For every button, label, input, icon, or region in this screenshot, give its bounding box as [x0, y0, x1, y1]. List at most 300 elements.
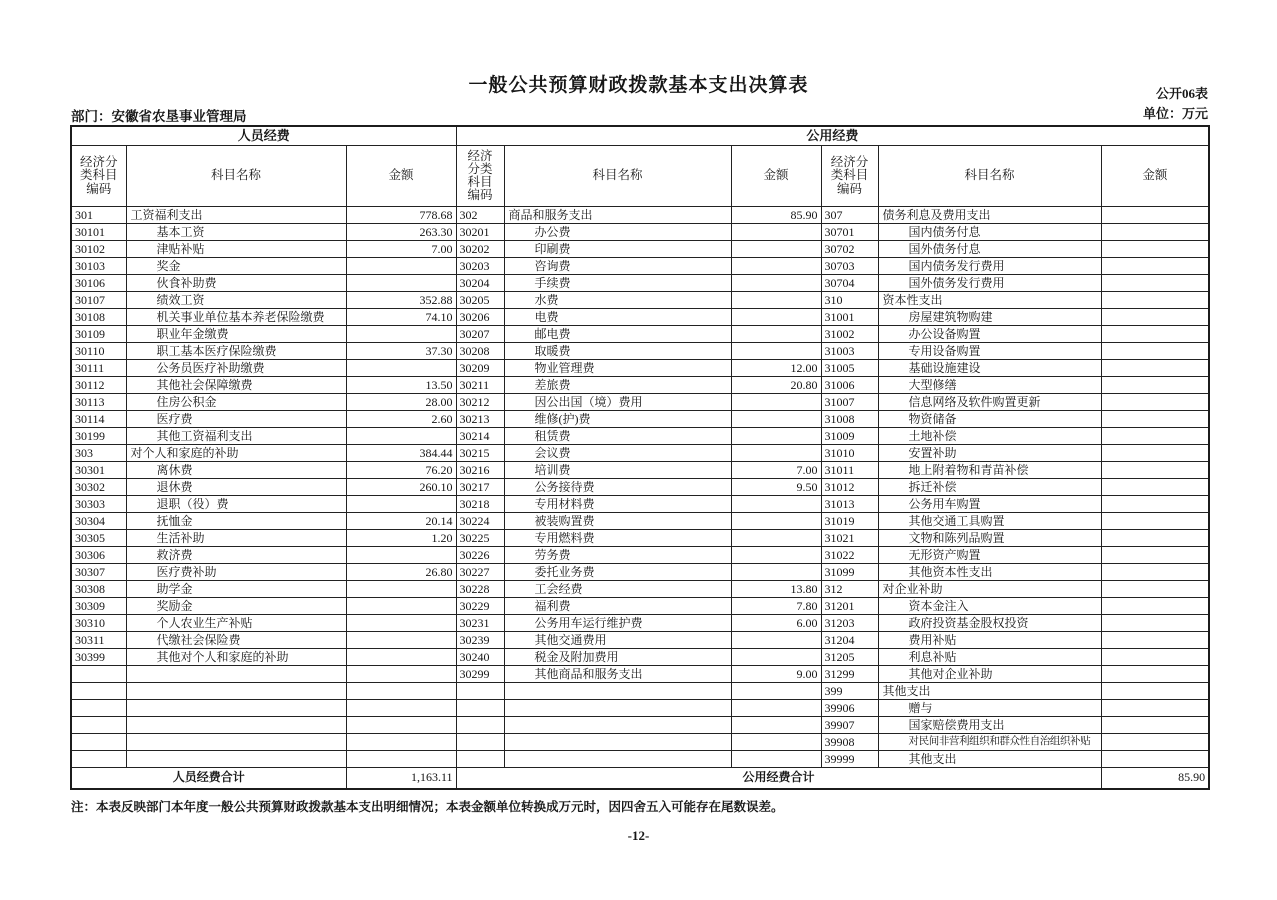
amount-cell [731, 717, 821, 734]
amount-cell [346, 275, 456, 292]
subject-name-cell: 会议费 [504, 445, 731, 462]
amount-cell [1101, 547, 1209, 564]
code-cell: 30229 [456, 598, 504, 615]
amount-cell [731, 343, 821, 360]
code-cell: 302 [456, 207, 504, 224]
amount-cell [346, 649, 456, 666]
subject-name-cell: 国家赔偿费用支出 [878, 717, 1101, 734]
subject-name-cell: 债务利息及费用支出 [878, 207, 1101, 224]
table-row [71, 309, 1209, 326]
code-cell: 307 [821, 207, 878, 224]
table-row [71, 751, 1209, 768]
subject-name-cell: 商品和服务支出 [504, 207, 731, 224]
unit-label: 单位：万元 [1142, 106, 1208, 121]
amount-cell [1101, 377, 1209, 394]
subject-name-cell: 其他工资福利支出 [126, 428, 346, 445]
subject-name-cell: 信息网络及软件购置更新 [878, 394, 1101, 411]
amount-cell: 74.10 [346, 309, 456, 326]
subject-name-cell: 代缴社会保险费 [126, 632, 346, 649]
amount-cell: 12.00 [731, 360, 821, 377]
subject-name-cell: 医疗费补助 [126, 564, 346, 581]
code-cell: 30303 [71, 496, 126, 513]
amount-cell [731, 394, 821, 411]
subject-name-cell: 退休费 [126, 479, 346, 496]
subject-name-cell: 公务用车购置 [878, 496, 1101, 513]
totals-row [71, 768, 1209, 789]
subject-name-cell: 职工基本医疗保险缴费 [126, 343, 346, 360]
amount-cell [731, 445, 821, 462]
subject-name-cell: 劳务费 [504, 547, 731, 564]
amount-cell [731, 309, 821, 326]
code-cell: 30202 [456, 241, 504, 258]
amount-cell [346, 751, 456, 768]
subject-name-cell: 对个人和家庭的补助 [126, 445, 346, 462]
subject-name-cell: 福利费 [504, 598, 731, 615]
subject-name-cell: 国内债务发行费用 [878, 258, 1101, 275]
subject-name-cell: 委托业务费 [504, 564, 731, 581]
col-header-name-3: 科目名称 [878, 146, 1101, 207]
code-cell: 31008 [821, 411, 878, 428]
table-row [71, 343, 1209, 360]
code-cell: 30113 [71, 394, 126, 411]
code-cell: 30299 [456, 666, 504, 683]
section-public-funds: 公用经费 [456, 126, 1209, 146]
subject-name-cell: 其他对企业补助 [878, 666, 1101, 683]
amount-cell [1101, 360, 1209, 377]
code-cell: 30212 [456, 394, 504, 411]
subject-name-cell: 物资储备 [878, 411, 1101, 428]
subject-name-cell: 物业管理费 [504, 360, 731, 377]
code-cell: 30239 [456, 632, 504, 649]
code-cell: 31013 [821, 496, 878, 513]
amount-cell [346, 428, 456, 445]
table-row [71, 207, 1209, 224]
col-header-code-2: 经济分类科目编码 [456, 146, 504, 207]
subject-name-cell: 印刷费 [504, 241, 731, 258]
table-row [71, 564, 1209, 581]
table-row [71, 445, 1209, 462]
amount-cell: 384.44 [346, 445, 456, 462]
amount-cell [1101, 598, 1209, 615]
amount-cell: 7.00 [731, 462, 821, 479]
amount-cell [1101, 207, 1209, 224]
code-cell: 30102 [71, 241, 126, 258]
code-cell: 30310 [71, 615, 126, 632]
table-row [71, 615, 1209, 632]
subject-name-cell: 电费 [504, 309, 731, 326]
code-cell [456, 700, 504, 717]
table-row [71, 496, 1209, 513]
amount-cell [346, 700, 456, 717]
amount-cell [1101, 649, 1209, 666]
amount-cell [1101, 496, 1209, 513]
subject-name-cell: 住房公积金 [126, 394, 346, 411]
amount-cell [731, 258, 821, 275]
form-code-label: 公开06表 [1155, 86, 1208, 101]
code-cell: 30308 [71, 581, 126, 598]
amount-cell [346, 598, 456, 615]
amount-cell [731, 751, 821, 768]
subject-name-cell: 机关事业单位基本养老保险缴费 [126, 309, 346, 326]
code-cell: 301 [71, 207, 126, 224]
code-cell: 30209 [456, 360, 504, 377]
amount-cell [731, 241, 821, 258]
subject-name-cell: 专用燃料费 [504, 530, 731, 547]
code-cell: 30305 [71, 530, 126, 547]
amount-cell [731, 564, 821, 581]
code-cell: 31022 [821, 547, 878, 564]
code-cell: 30701 [821, 224, 878, 241]
subject-name-cell: 基本工资 [126, 224, 346, 241]
amount-cell [1101, 717, 1209, 734]
subject-name-cell: 差旅费 [504, 377, 731, 394]
amount-cell [1101, 411, 1209, 428]
amount-cell [346, 717, 456, 734]
amount-cell [346, 615, 456, 632]
table-row [71, 530, 1209, 547]
code-cell: 30399 [71, 649, 126, 666]
code-cell [71, 700, 126, 717]
subject-name-cell [126, 700, 346, 717]
table-row [71, 241, 1209, 258]
amount-cell [731, 649, 821, 666]
column-header-row [71, 146, 1209, 207]
code-cell: 30110 [71, 343, 126, 360]
table-row [71, 224, 1209, 241]
amount-cell [731, 224, 821, 241]
code-cell: 30703 [821, 258, 878, 275]
amount-cell [1101, 394, 1209, 411]
code-cell: 30704 [821, 275, 878, 292]
section-header-row [71, 126, 1209, 146]
amount-cell [1101, 632, 1209, 649]
code-cell: 31012 [821, 479, 878, 496]
subject-name-cell: 其他社会保障缴费 [126, 377, 346, 394]
subject-name-cell [504, 734, 731, 751]
code-cell: 30205 [456, 292, 504, 309]
subject-name-cell: 其他支出 [878, 683, 1101, 700]
amount-cell [1101, 581, 1209, 598]
subject-name-cell: 职业年金缴费 [126, 326, 346, 343]
col-header-code-3: 经济分类科目编码 [821, 146, 878, 207]
subject-name-cell [126, 717, 346, 734]
amount-cell [346, 581, 456, 598]
table-row [71, 258, 1209, 275]
code-cell: 30112 [71, 377, 126, 394]
subject-name-cell: 津贴补贴 [126, 241, 346, 258]
subject-name-cell: 咨询费 [504, 258, 731, 275]
amount-cell [731, 530, 821, 547]
amount-cell: 7.80 [731, 598, 821, 615]
subject-name-cell: 其他对个人和家庭的补助 [126, 649, 346, 666]
code-cell: 31011 [821, 462, 878, 479]
amount-cell [1101, 700, 1209, 717]
subject-name-cell: 因公出国（境）费用 [504, 394, 731, 411]
code-cell: 30107 [71, 292, 126, 309]
footnote: 注：本表反映部门本年度一般公共预算财政拨款基本支出明细情况；本表金额单位转换成万元时，因四舍五入可能存在尾数误差。 [71, 800, 784, 814]
subject-name-cell: 水费 [504, 292, 731, 309]
amount-cell: 778.68 [346, 207, 456, 224]
page-number: -12- [627, 828, 650, 843]
code-cell: 30301 [71, 462, 126, 479]
table-body [71, 207, 1209, 768]
subject-name-cell: 地上附着物和青苗补偿 [878, 462, 1101, 479]
code-cell: 30307 [71, 564, 126, 581]
table-row [71, 411, 1209, 428]
amount-cell: 20.14 [346, 513, 456, 530]
subject-name-cell: 安置补助 [878, 445, 1101, 462]
subject-name-cell: 房屋建筑物购建 [878, 309, 1101, 326]
code-cell: 30218 [456, 496, 504, 513]
code-cell [456, 751, 504, 768]
amount-cell [1101, 275, 1209, 292]
subject-name-cell: 生活补助 [126, 530, 346, 547]
amount-cell: 13.80 [731, 581, 821, 598]
code-cell [456, 717, 504, 734]
code-cell: 39999 [821, 751, 878, 768]
amount-cell [731, 292, 821, 309]
amount-cell: 37.30 [346, 343, 456, 360]
amount-cell: 6.00 [731, 615, 821, 632]
subject-name-cell: 工资福利支出 [126, 207, 346, 224]
amount-cell [731, 496, 821, 513]
code-cell: 31009 [821, 428, 878, 445]
code-cell: 30240 [456, 649, 504, 666]
code-cell: 31007 [821, 394, 878, 411]
amount-cell [1101, 479, 1209, 496]
amount-cell [1101, 309, 1209, 326]
code-cell: 310 [821, 292, 878, 309]
subject-name-cell [126, 683, 346, 700]
subject-name-cell: 资本性支出 [878, 292, 1101, 309]
amount-cell: 85.90 [731, 207, 821, 224]
amount-cell: 352.88 [346, 292, 456, 309]
subject-name-cell: 其他支出 [878, 751, 1101, 768]
code-cell: 30203 [456, 258, 504, 275]
subject-name-cell: 伙食补助费 [126, 275, 346, 292]
code-cell: 30227 [456, 564, 504, 581]
subject-name-cell: 个人农业生产补贴 [126, 615, 346, 632]
code-cell: 30304 [71, 513, 126, 530]
amount-cell: 20.80 [731, 377, 821, 394]
col-header-name-1: 科目名称 [126, 146, 346, 207]
amount-cell [1101, 666, 1209, 683]
code-cell: 30215 [456, 445, 504, 462]
subject-name-cell [126, 734, 346, 751]
subject-name-cell: 专用材料费 [504, 496, 731, 513]
subject-name-cell: 专用设备购置 [878, 343, 1101, 360]
code-cell: 31299 [821, 666, 878, 683]
code-cell: 31203 [821, 615, 878, 632]
subject-name-cell: 奖励金 [126, 598, 346, 615]
table-row [71, 326, 1209, 343]
subject-name-cell: 助学金 [126, 581, 346, 598]
amount-cell: 76.20 [346, 462, 456, 479]
personnel-total-amount: 1,163.11 [346, 768, 456, 789]
subject-name-cell: 培训费 [504, 462, 731, 479]
section-personnel-funds: 人员经费 [71, 126, 456, 146]
subject-name-cell: 费用补贴 [878, 632, 1101, 649]
code-cell: 31010 [821, 445, 878, 462]
table-row [71, 700, 1209, 717]
amount-cell [1101, 241, 1209, 258]
code-cell: 31002 [821, 326, 878, 343]
code-cell [71, 734, 126, 751]
col-header-amount-2: 金额 [731, 146, 821, 207]
subject-name-cell: 土地补偿 [878, 428, 1101, 445]
code-cell [456, 683, 504, 700]
code-cell [71, 717, 126, 734]
amount-cell [731, 275, 821, 292]
table-row [71, 734, 1209, 751]
amount-cell: 13.50 [346, 377, 456, 394]
amount-cell [1101, 224, 1209, 241]
code-cell: 30103 [71, 258, 126, 275]
subject-name-cell: 救济费 [126, 547, 346, 564]
amount-cell [1101, 513, 1209, 530]
code-cell: 30114 [71, 411, 126, 428]
subject-name-cell: 公务员医疗补助缴费 [126, 360, 346, 377]
amount-cell [1101, 258, 1209, 275]
amount-cell [1101, 326, 1209, 343]
subject-name-cell: 奖金 [126, 258, 346, 275]
table-row [71, 394, 1209, 411]
code-cell: 30199 [71, 428, 126, 445]
col-header-code-1: 经济分类科目编码 [71, 146, 126, 207]
code-cell [456, 734, 504, 751]
table-row [71, 547, 1209, 564]
amount-cell [1101, 462, 1209, 479]
code-cell: 303 [71, 445, 126, 462]
amount-cell: 1.20 [346, 530, 456, 547]
subject-name-cell: 办公费 [504, 224, 731, 241]
subject-name-cell: 文物和陈列品购置 [878, 530, 1101, 547]
code-cell: 30302 [71, 479, 126, 496]
table-row [71, 479, 1209, 496]
subject-name-cell: 退职（役）费 [126, 496, 346, 513]
public-total-label: 公用经费合计 [456, 768, 1101, 789]
subject-name-cell: 利息补贴 [878, 649, 1101, 666]
amount-cell [346, 326, 456, 343]
code-cell: 30309 [71, 598, 126, 615]
table-row [71, 462, 1209, 479]
amount-cell [1101, 734, 1209, 751]
subject-name-cell: 公务用车运行维护费 [504, 615, 731, 632]
amount-cell [1101, 445, 1209, 462]
col-header-amount-1: 金额 [346, 146, 456, 207]
code-cell: 31021 [821, 530, 878, 547]
code-cell: 30208 [456, 343, 504, 360]
department-label: 部门：安徽省农垦事业管理局 [71, 109, 247, 124]
code-cell: 30211 [456, 377, 504, 394]
code-cell: 30204 [456, 275, 504, 292]
amount-cell [731, 683, 821, 700]
code-cell: 30224 [456, 513, 504, 530]
code-cell: 30702 [821, 241, 878, 258]
code-cell: 30206 [456, 309, 504, 326]
subject-name-cell: 维修(护)费 [504, 411, 731, 428]
code-cell: 31205 [821, 649, 878, 666]
subject-name-cell: 资本金注入 [878, 598, 1101, 615]
subject-name-cell: 租赁费 [504, 428, 731, 445]
code-cell: 30228 [456, 581, 504, 598]
code-cell: 30111 [71, 360, 126, 377]
code-cell: 30207 [456, 326, 504, 343]
subject-name-cell: 大型修缮 [878, 377, 1101, 394]
subject-name-cell: 抚恤金 [126, 513, 346, 530]
code-cell: 31006 [821, 377, 878, 394]
table-row [71, 513, 1209, 530]
code-cell: 39906 [821, 700, 878, 717]
table-row [71, 632, 1209, 649]
code-cell: 31003 [821, 343, 878, 360]
code-cell: 30214 [456, 428, 504, 445]
amount-cell [731, 547, 821, 564]
amount-cell [346, 683, 456, 700]
table-row [71, 360, 1209, 377]
subject-name-cell: 其他资本性支出 [878, 564, 1101, 581]
amount-cell: 9.00 [731, 666, 821, 683]
amount-cell [731, 632, 821, 649]
table-row [71, 581, 1209, 598]
public-total-amount: 85.90 [1101, 768, 1209, 789]
table-row [71, 683, 1209, 700]
subject-name-cell: 对民间非营利组织和群众性自治组织补贴 [878, 734, 1101, 751]
amount-cell [1101, 564, 1209, 581]
table-row [71, 717, 1209, 734]
subject-name-cell: 对企业补助 [878, 581, 1101, 598]
amount-cell: 260.10 [346, 479, 456, 496]
subject-name-cell [126, 666, 346, 683]
subject-name-cell [504, 751, 731, 768]
table-row [71, 666, 1209, 683]
subject-name-cell: 邮电费 [504, 326, 731, 343]
code-cell: 31019 [821, 513, 878, 530]
code-cell: 31201 [821, 598, 878, 615]
code-cell: 31099 [821, 564, 878, 581]
code-cell: 30201 [456, 224, 504, 241]
subject-name-cell: 绩效工资 [126, 292, 346, 309]
subject-name-cell: 其他商品和服务支出 [504, 666, 731, 683]
code-cell: 30213 [456, 411, 504, 428]
amount-cell [346, 496, 456, 513]
subject-name-cell [504, 717, 731, 734]
code-cell: 31204 [821, 632, 878, 649]
amount-cell [1101, 683, 1209, 700]
amount-cell [731, 700, 821, 717]
code-cell [71, 666, 126, 683]
amount-cell [731, 734, 821, 751]
subject-name-cell [504, 700, 731, 717]
subject-name-cell: 拆迁补偿 [878, 479, 1101, 496]
page-title: 一般公共预算财政拨款基本支出决算表 [468, 75, 809, 96]
amount-cell [346, 734, 456, 751]
subject-name-cell: 基础设施建设 [878, 360, 1101, 377]
code-cell: 312 [821, 581, 878, 598]
amount-cell: 26.80 [346, 564, 456, 581]
table-row [71, 275, 1209, 292]
subject-name-cell: 国外债务发行费用 [878, 275, 1101, 292]
amount-cell: 28.00 [346, 394, 456, 411]
amount-cell [346, 258, 456, 275]
subject-name-cell: 其他交通费用 [504, 632, 731, 649]
personnel-total-label: 人员经费合计 [71, 768, 346, 789]
amount-cell: 7.00 [346, 241, 456, 258]
col-header-name-2: 科目名称 [504, 146, 731, 207]
amount-cell [731, 428, 821, 445]
amount-cell [1101, 343, 1209, 360]
subject-name-cell: 公务接待费 [504, 479, 731, 496]
